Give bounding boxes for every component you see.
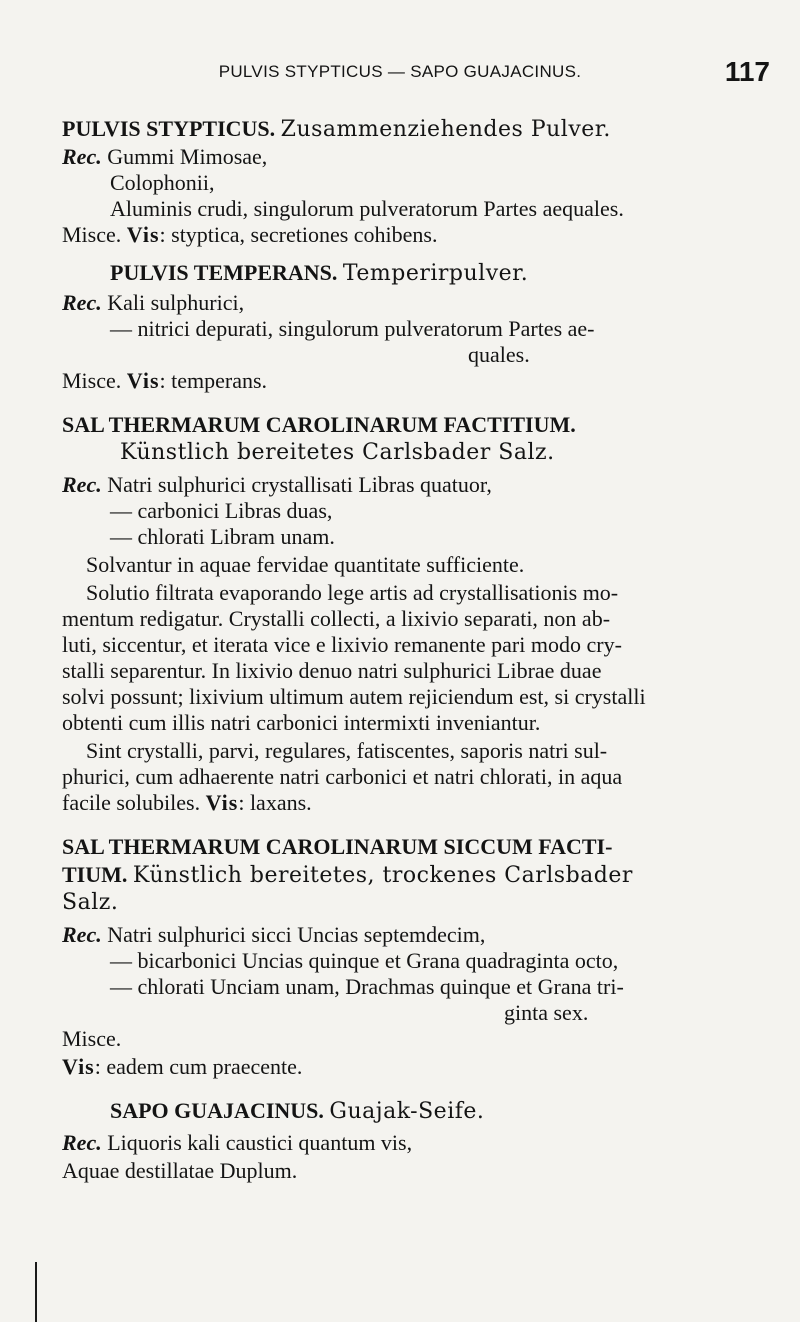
misce-line xyxy=(62,222,438,248)
body-text: obtenti cum illis natri carbonici intermixti inveniantur. xyxy=(62,710,541,735)
rec-label: Rec. xyxy=(62,1130,102,1155)
entry-title: SAL THERMARUM CAROLINARUM SICCUM FACTI- xyxy=(62,834,613,859)
entry-title: SAPO GUAJACINUS. xyxy=(110,1098,324,1123)
entry-title: PULVIS TEMPERANS. xyxy=(110,260,338,285)
body-text: mentum redigatur. Crystalli collecti, a lixivio separati, non ab- xyxy=(62,606,611,631)
vis-line xyxy=(62,1054,302,1080)
ingredient: Colophonii, xyxy=(110,170,215,195)
vis-label: Vis xyxy=(126,368,160,393)
ingredient: — nitrici depurati, singulorum pulveratorum Partes ae- xyxy=(110,316,595,341)
misce-label: Misce. xyxy=(62,222,122,247)
vis-text: : laxans. xyxy=(238,790,312,815)
body-text: luti, siccentur, et iterata vice e lixivio remanente pari modo cry- xyxy=(62,632,622,657)
running-title: PULVIS STYPTICUS — SAPO GUAJACINUS. xyxy=(218,62,582,81)
recipe-line xyxy=(62,472,492,498)
body-text: facile solubiles. xyxy=(62,790,201,815)
body-text: solvi possunt; lixivium ultimum autem rejiciendum est, si crystalli xyxy=(62,684,646,709)
ingredient: — carbonici Libras duas, xyxy=(110,498,333,523)
ingredient: — chlorati Unciam unam, Drachmas quinque et Grana tri- xyxy=(110,974,624,999)
entry-german-title: Temperirpulver. xyxy=(342,261,529,286)
body-text: stalli separentur. In lixivio denuo natri sulphurici Librae duae xyxy=(62,658,602,683)
body-text: Solutio filtrata evaporando lege artis ad crystallisationis mo- xyxy=(86,580,619,605)
recipe-line xyxy=(62,1130,412,1156)
ingredient: — chlorati Libram unam. xyxy=(110,524,335,549)
margin-rule xyxy=(35,1262,37,1322)
ingredient: Liquoris kali caustici quantum vis, xyxy=(107,1130,413,1155)
vis-text: : temperans. xyxy=(159,368,268,393)
rec-label: Rec. xyxy=(62,290,102,315)
entry-german-title: Zusammenziehendes Pulver. xyxy=(280,117,611,142)
page-header xyxy=(0,56,800,86)
ingredient: Aquae destillatae Duplum. xyxy=(62,1158,298,1183)
misce-line xyxy=(62,368,267,394)
entry-title: PULVIS STYPTICUS. xyxy=(62,116,276,141)
page-number: 117 xyxy=(724,56,770,87)
misce-label: Misce. xyxy=(62,1026,122,1051)
body-text: phurici, cum adhaerente natri carbonici et natri chlorati, in aqua xyxy=(62,764,623,789)
ingredient: Natri sulphurici crystallisati Libras quatuor, xyxy=(107,472,492,497)
body-text: Sint crystalli, parvi, regulares, fatiscentes, saporis natri sul- xyxy=(86,738,608,763)
entry-heading xyxy=(62,862,633,889)
rec-label: Rec. xyxy=(62,922,102,947)
vis-label: Vis xyxy=(205,790,239,815)
entry-title: TIUM. xyxy=(62,862,128,887)
entry-german-title: Künstlich bereitetes, trockenes Carlsbader xyxy=(132,863,633,888)
vis-text: : styptica, secretiones cohibens. xyxy=(159,222,438,247)
rec-label: Rec. xyxy=(62,144,102,169)
misce-label: Misce. xyxy=(62,368,122,393)
body-text: Solvantur in aquae fervidae quantitate sufficiente. xyxy=(86,552,525,577)
ingredient: Gummi Mimosae, xyxy=(107,144,268,169)
entry-heading xyxy=(110,1098,484,1125)
recipe-line xyxy=(62,144,267,170)
ingredient: Kali sulphurici, xyxy=(107,290,245,315)
entry-german-title: Künstlich bereitetes Carlsbader Salz. xyxy=(120,440,555,465)
entry-heading xyxy=(110,260,528,287)
entry-heading xyxy=(62,116,611,143)
ingredient: Natri sulphurici sicci Uncias septemdecim, xyxy=(107,922,486,947)
ingredient: quales. xyxy=(468,342,530,367)
entry-title: SAL THERMARUM CAROLINARUM FACTITIUM. xyxy=(62,412,576,437)
entry-german-title: Guajak-Seife. xyxy=(329,1099,485,1124)
recipe-line xyxy=(62,922,485,948)
vis-line xyxy=(62,790,312,816)
entry-german-title: Salz. xyxy=(62,890,119,915)
recipe-line xyxy=(62,290,244,316)
vis-text: : eadem cum praecente. xyxy=(94,1054,303,1079)
rec-label: Rec. xyxy=(62,472,102,497)
ingredient: Aluminis crudi, singulorum pulveratorum Partes aequales. xyxy=(110,196,624,221)
ingredient: ginta sex. xyxy=(504,1000,589,1025)
vis-label: Vis xyxy=(62,1054,95,1079)
ingredient: — bicarbonici Uncias quinque et Grana quadraginta octo, xyxy=(110,948,619,973)
vis-label: Vis xyxy=(126,222,160,247)
